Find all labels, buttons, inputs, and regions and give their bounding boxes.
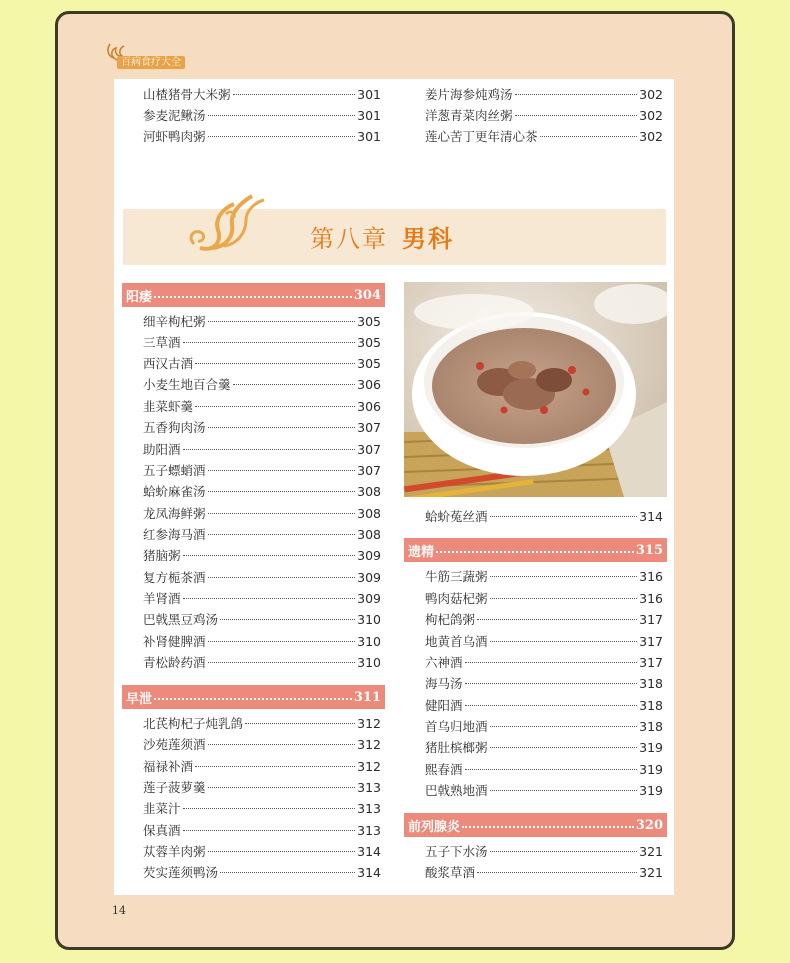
toc-entry[interactable] — [143, 106, 381, 126]
entry-name: 六神酒 — [425, 655, 463, 670]
toc-entry[interactable] — [425, 567, 663, 587]
toc-entry[interactable] — [425, 842, 663, 862]
entry-name: 巴戟黑豆鸡汤 — [143, 612, 219, 627]
toc-entry[interactable] — [425, 760, 663, 780]
entry-page: 312 — [357, 716, 381, 731]
chapter-title — [310, 222, 454, 256]
entry-name: 莲子菠萝羹 — [143, 780, 206, 795]
entry-name: 复方栀茶酒 — [143, 570, 206, 585]
toc-entry[interactable] — [143, 568, 381, 588]
toc-entry[interactable] — [143, 632, 381, 652]
entry-name: 芡实莲须鸭汤 — [143, 865, 219, 880]
section-header-zaoxie[interactable] — [122, 685, 385, 709]
entry-page: 310 — [357, 655, 381, 670]
section-header-yijing[interactable] — [404, 538, 667, 562]
entry-page: 316 — [639, 569, 663, 584]
toc-entry[interactable] — [143, 778, 381, 798]
entry-page: 307 — [357, 442, 381, 457]
entry-name: 枸杞鸽粥 — [425, 612, 476, 627]
entry-name: 韭菜汁 — [143, 801, 181, 816]
entry-page: 308 — [357, 484, 381, 499]
toc-entry[interactable] — [425, 589, 663, 609]
section-page: 315 — [635, 542, 663, 558]
entry-name: 河虾鸭肉粥 — [143, 129, 206, 144]
toc-entry[interactable] — [425, 85, 663, 105]
entry-name: 山楂猪骨大米粥 — [143, 87, 231, 102]
entry-page: 307 — [357, 420, 381, 435]
toc-entry[interactable] — [143, 127, 381, 147]
entry-page: 319 — [639, 740, 663, 755]
entry-name: 猪肚槟榔粥 — [425, 740, 488, 755]
entry-page: 301 — [357, 108, 381, 123]
section-page: 311 — [353, 689, 381, 705]
entry-page: 305 — [357, 314, 381, 329]
entry-name: 韭菜虾羹 — [143, 399, 194, 414]
entry-page: 301 — [357, 87, 381, 102]
toc-entry[interactable] — [143, 546, 381, 566]
entry-page: 318 — [639, 719, 663, 734]
section-header-qianliexian[interactable] — [404, 813, 667, 837]
cloud-swirl-icon — [186, 186, 266, 256]
entry-name: 细辛枸杞粥 — [143, 314, 206, 329]
entry-name: 福禄补酒 — [143, 759, 194, 774]
entry-name: 参麦泥鳅汤 — [143, 108, 206, 123]
entry-page: 312 — [357, 737, 381, 752]
entry-name: 地黄首乌酒 — [425, 634, 488, 649]
entry-page: 310 — [357, 634, 381, 649]
entry-name: 西汉古酒 — [143, 356, 194, 371]
toc-entry[interactable] — [143, 504, 381, 524]
entry-page: 306 — [357, 399, 381, 414]
entry-page: 305 — [357, 356, 381, 371]
entry-page: 314 — [357, 844, 381, 859]
entry-page: 318 — [639, 698, 663, 713]
toc-entry[interactable] — [425, 863, 663, 883]
entry-page: 312 — [357, 759, 381, 774]
entry-name: 巴戟熟地酒 — [425, 783, 488, 798]
entry-name: 首乌归地酒 — [425, 719, 488, 734]
toc-entry[interactable] — [143, 653, 381, 673]
entry-name: 姜片海参炖鸡汤 — [425, 87, 513, 102]
soup-bowl-illustration — [404, 282, 667, 497]
toc-entry[interactable] — [143, 863, 381, 883]
entry-name: 保真酒 — [143, 823, 181, 838]
entry-page: 308 — [357, 506, 381, 521]
entry-page: 308 — [357, 527, 381, 542]
entry-page: 317 — [639, 612, 663, 627]
entry-page: 316 — [639, 591, 663, 606]
toc-entry[interactable] — [143, 440, 381, 460]
toc-entry[interactable] — [143, 842, 381, 862]
toc-entry[interactable] — [425, 507, 663, 527]
entry-page: 302 — [639, 87, 663, 102]
toc-entry[interactable] — [425, 674, 663, 694]
toc-entry[interactable] — [143, 525, 381, 545]
section-label: 阳痿 — [126, 289, 153, 305]
section-page: 304 — [353, 287, 381, 303]
entry-page: 321 — [639, 844, 663, 859]
entry-name: 红参海马酒 — [143, 527, 206, 542]
entry-page: 317 — [639, 634, 663, 649]
entry-name: 酸浆草酒 — [425, 865, 476, 880]
book-title-tag: 百病食疗大全 — [117, 56, 185, 69]
toc-entry[interactable] — [425, 632, 663, 652]
toc-entry[interactable] — [143, 333, 381, 353]
toc-entry[interactable] — [143, 418, 381, 438]
entry-name: 莲心苦丁更年清心茶 — [425, 129, 538, 144]
entry-name: 小麦生地百合羹 — [143, 377, 231, 392]
toc-entry[interactable] — [143, 589, 381, 609]
entry-name: 龙凤海鲜粥 — [143, 506, 206, 521]
section-page: 320 — [635, 817, 663, 833]
page-number: 14 — [112, 904, 126, 917]
toc-entry[interactable] — [425, 127, 663, 147]
toc-entry[interactable] — [143, 85, 381, 105]
section-label: 遗精 — [408, 544, 435, 560]
toc-entry[interactable] — [143, 757, 381, 777]
chapter-name: 男科 — [402, 225, 454, 253]
entry-page: 309 — [357, 548, 381, 563]
toc-entry[interactable] — [425, 610, 663, 630]
entry-name: 北芪枸杞子炖乳鸽 — [143, 716, 244, 731]
toc-entry[interactable] — [143, 375, 381, 395]
soup-photo — [404, 282, 667, 497]
entry-page: 309 — [357, 570, 381, 585]
entry-name: 五子螵蛸酒 — [143, 463, 206, 478]
toc-entry[interactable] — [143, 714, 381, 734]
entry-name: 鸭肉菇杞粥 — [425, 591, 488, 606]
entry-page: 314 — [639, 509, 663, 524]
section-label: 早泄 — [126, 691, 153, 707]
toc-entry[interactable] — [425, 653, 663, 673]
entry-page: 313 — [357, 780, 381, 795]
toc-entry[interactable] — [143, 461, 381, 481]
toc-entry[interactable] — [425, 781, 663, 801]
toc-entry[interactable] — [143, 312, 381, 332]
entry-name: 沙苑莲须酒 — [143, 737, 206, 752]
entry-name: 羊肾酒 — [143, 591, 181, 606]
toc-entry[interactable] — [425, 696, 663, 716]
entry-name: 苁蓉羊肉粥 — [143, 844, 206, 859]
entry-name: 补肾健脾酒 — [143, 634, 206, 649]
entry-name: 蛤蚧麻雀汤 — [143, 484, 206, 499]
entry-page: 319 — [639, 762, 663, 777]
entry-name: 助阳酒 — [143, 442, 181, 457]
toc-entry[interactable] — [143, 821, 381, 841]
entry-name: 熙春酒 — [425, 762, 463, 777]
entry-page: 302 — [639, 129, 663, 144]
toc-entry[interactable] — [143, 610, 381, 630]
entry-name: 牛筋三蔬粥 — [425, 569, 488, 584]
entry-name: 洋葱青菜肉丝粥 — [425, 108, 513, 123]
toc-entry[interactable] — [425, 106, 663, 126]
entry-page: 314 — [357, 865, 381, 880]
toc-entry[interactable] — [143, 799, 381, 819]
entry-page: 321 — [639, 865, 663, 880]
entry-page: 319 — [639, 783, 663, 798]
entry-page: 317 — [639, 655, 663, 670]
toc-entry[interactable] — [143, 735, 381, 755]
entry-name: 青松龄药酒 — [143, 655, 206, 670]
entry-page: 313 — [357, 801, 381, 816]
toc-entry[interactable] — [143, 354, 381, 374]
toc-entry[interactable] — [143, 482, 381, 502]
section-header-yangwei[interactable] — [122, 283, 385, 307]
toc-entry[interactable] — [425, 738, 663, 758]
section-label: 前列腺炎 — [408, 819, 461, 835]
toc-entry[interactable] — [143, 397, 381, 417]
entry-page: 306 — [357, 377, 381, 392]
entry-name: 三草酒 — [143, 335, 181, 350]
entry-page: 309 — [357, 591, 381, 606]
entry-page: 305 — [357, 335, 381, 350]
entry-page: 310 — [357, 612, 381, 627]
entry-name: 五子下水汤 — [425, 844, 488, 859]
entry-page: 318 — [639, 676, 663, 691]
entry-name: 五香狗肉汤 — [143, 420, 206, 435]
entry-page: 313 — [357, 823, 381, 838]
entry-name: 猪脑粥 — [143, 548, 181, 563]
entry-name: 健阳酒 — [425, 698, 463, 713]
toc-entry[interactable] — [425, 717, 663, 737]
entry-name: 蛤蚧菟丝酒 — [425, 509, 488, 524]
chapter-number: 第八章 — [310, 225, 388, 253]
entry-page: 301 — [357, 129, 381, 144]
entry-name: 海马汤 — [425, 676, 463, 691]
entry-page: 307 — [357, 463, 381, 478]
entry-page: 302 — [639, 108, 663, 123]
